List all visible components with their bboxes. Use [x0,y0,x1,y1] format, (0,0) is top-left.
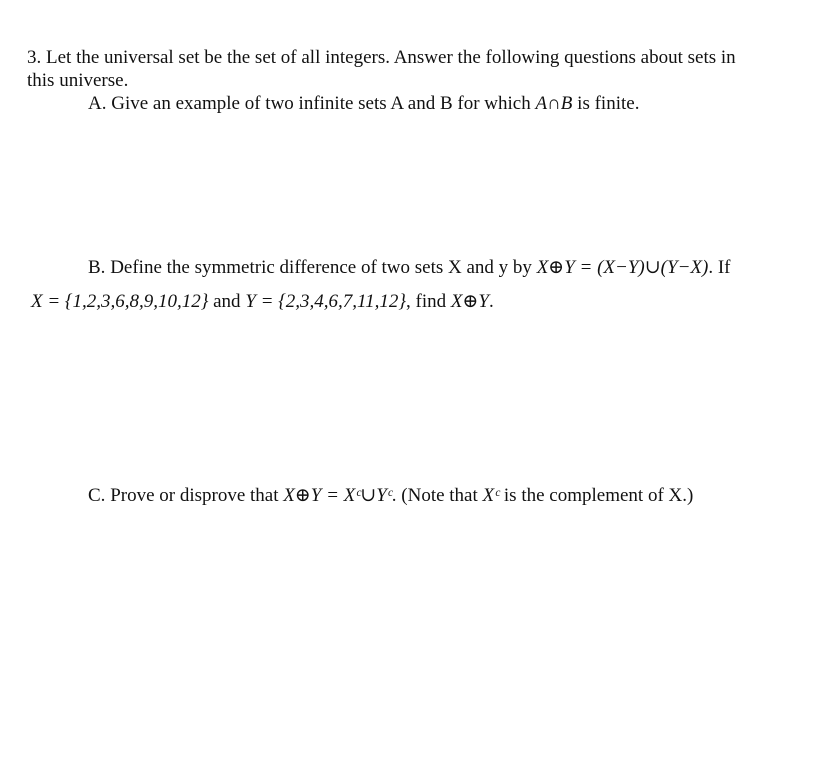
question-intro-text-cont: this universe. [27,70,129,91]
part-b-definition: X⊕Y = (X−Y)∪(Y−X) [536,257,709,278]
part-b-end: . [488,291,494,312]
part-c-note: . (Note that [391,485,478,506]
part-a-text: Give an example of two infinite sets A and B for which [111,93,531,114]
part-b-target: X⊕Y [450,291,489,312]
part-b-line1 [88,257,730,279]
part-a-text-end: is finite. [577,93,640,114]
part-c-note-end: is the complement of X.) [503,485,694,506]
part-b-and: and [213,291,241,312]
part-b-set-x: X = {1,2,3,6,8,9,10,12} [31,291,209,312]
part-c-text: Prove or disprove that [110,485,279,506]
part-b-if: . If [708,257,731,278]
part-b-label: B. [88,257,106,278]
part-a-label: A. [88,93,107,114]
part-c-label: C. [88,485,106,506]
question-intro-line1 [27,47,736,69]
question-intro-text: Let the universal set be the set of all integers. Answer the following questions about sets in [46,47,736,68]
part-c [88,485,693,507]
question-intro-line2 [27,70,128,92]
part-b-set-y: Y = {2,3,4,6,7,11,12} [245,291,406,312]
part-c-claim: X⊕Y = Xᶜ∪Yᶜ [283,485,392,506]
question-number: 3. [27,47,42,68]
part-c-note-math: Xᶜ [482,485,500,506]
part-a-math: A∩B [535,93,573,114]
part-b-find: , find [406,291,447,312]
part-b-line2 [31,291,494,313]
part-a [88,93,639,115]
part-b-text: Define the symmetric difference of two sets X and y by [110,257,532,278]
